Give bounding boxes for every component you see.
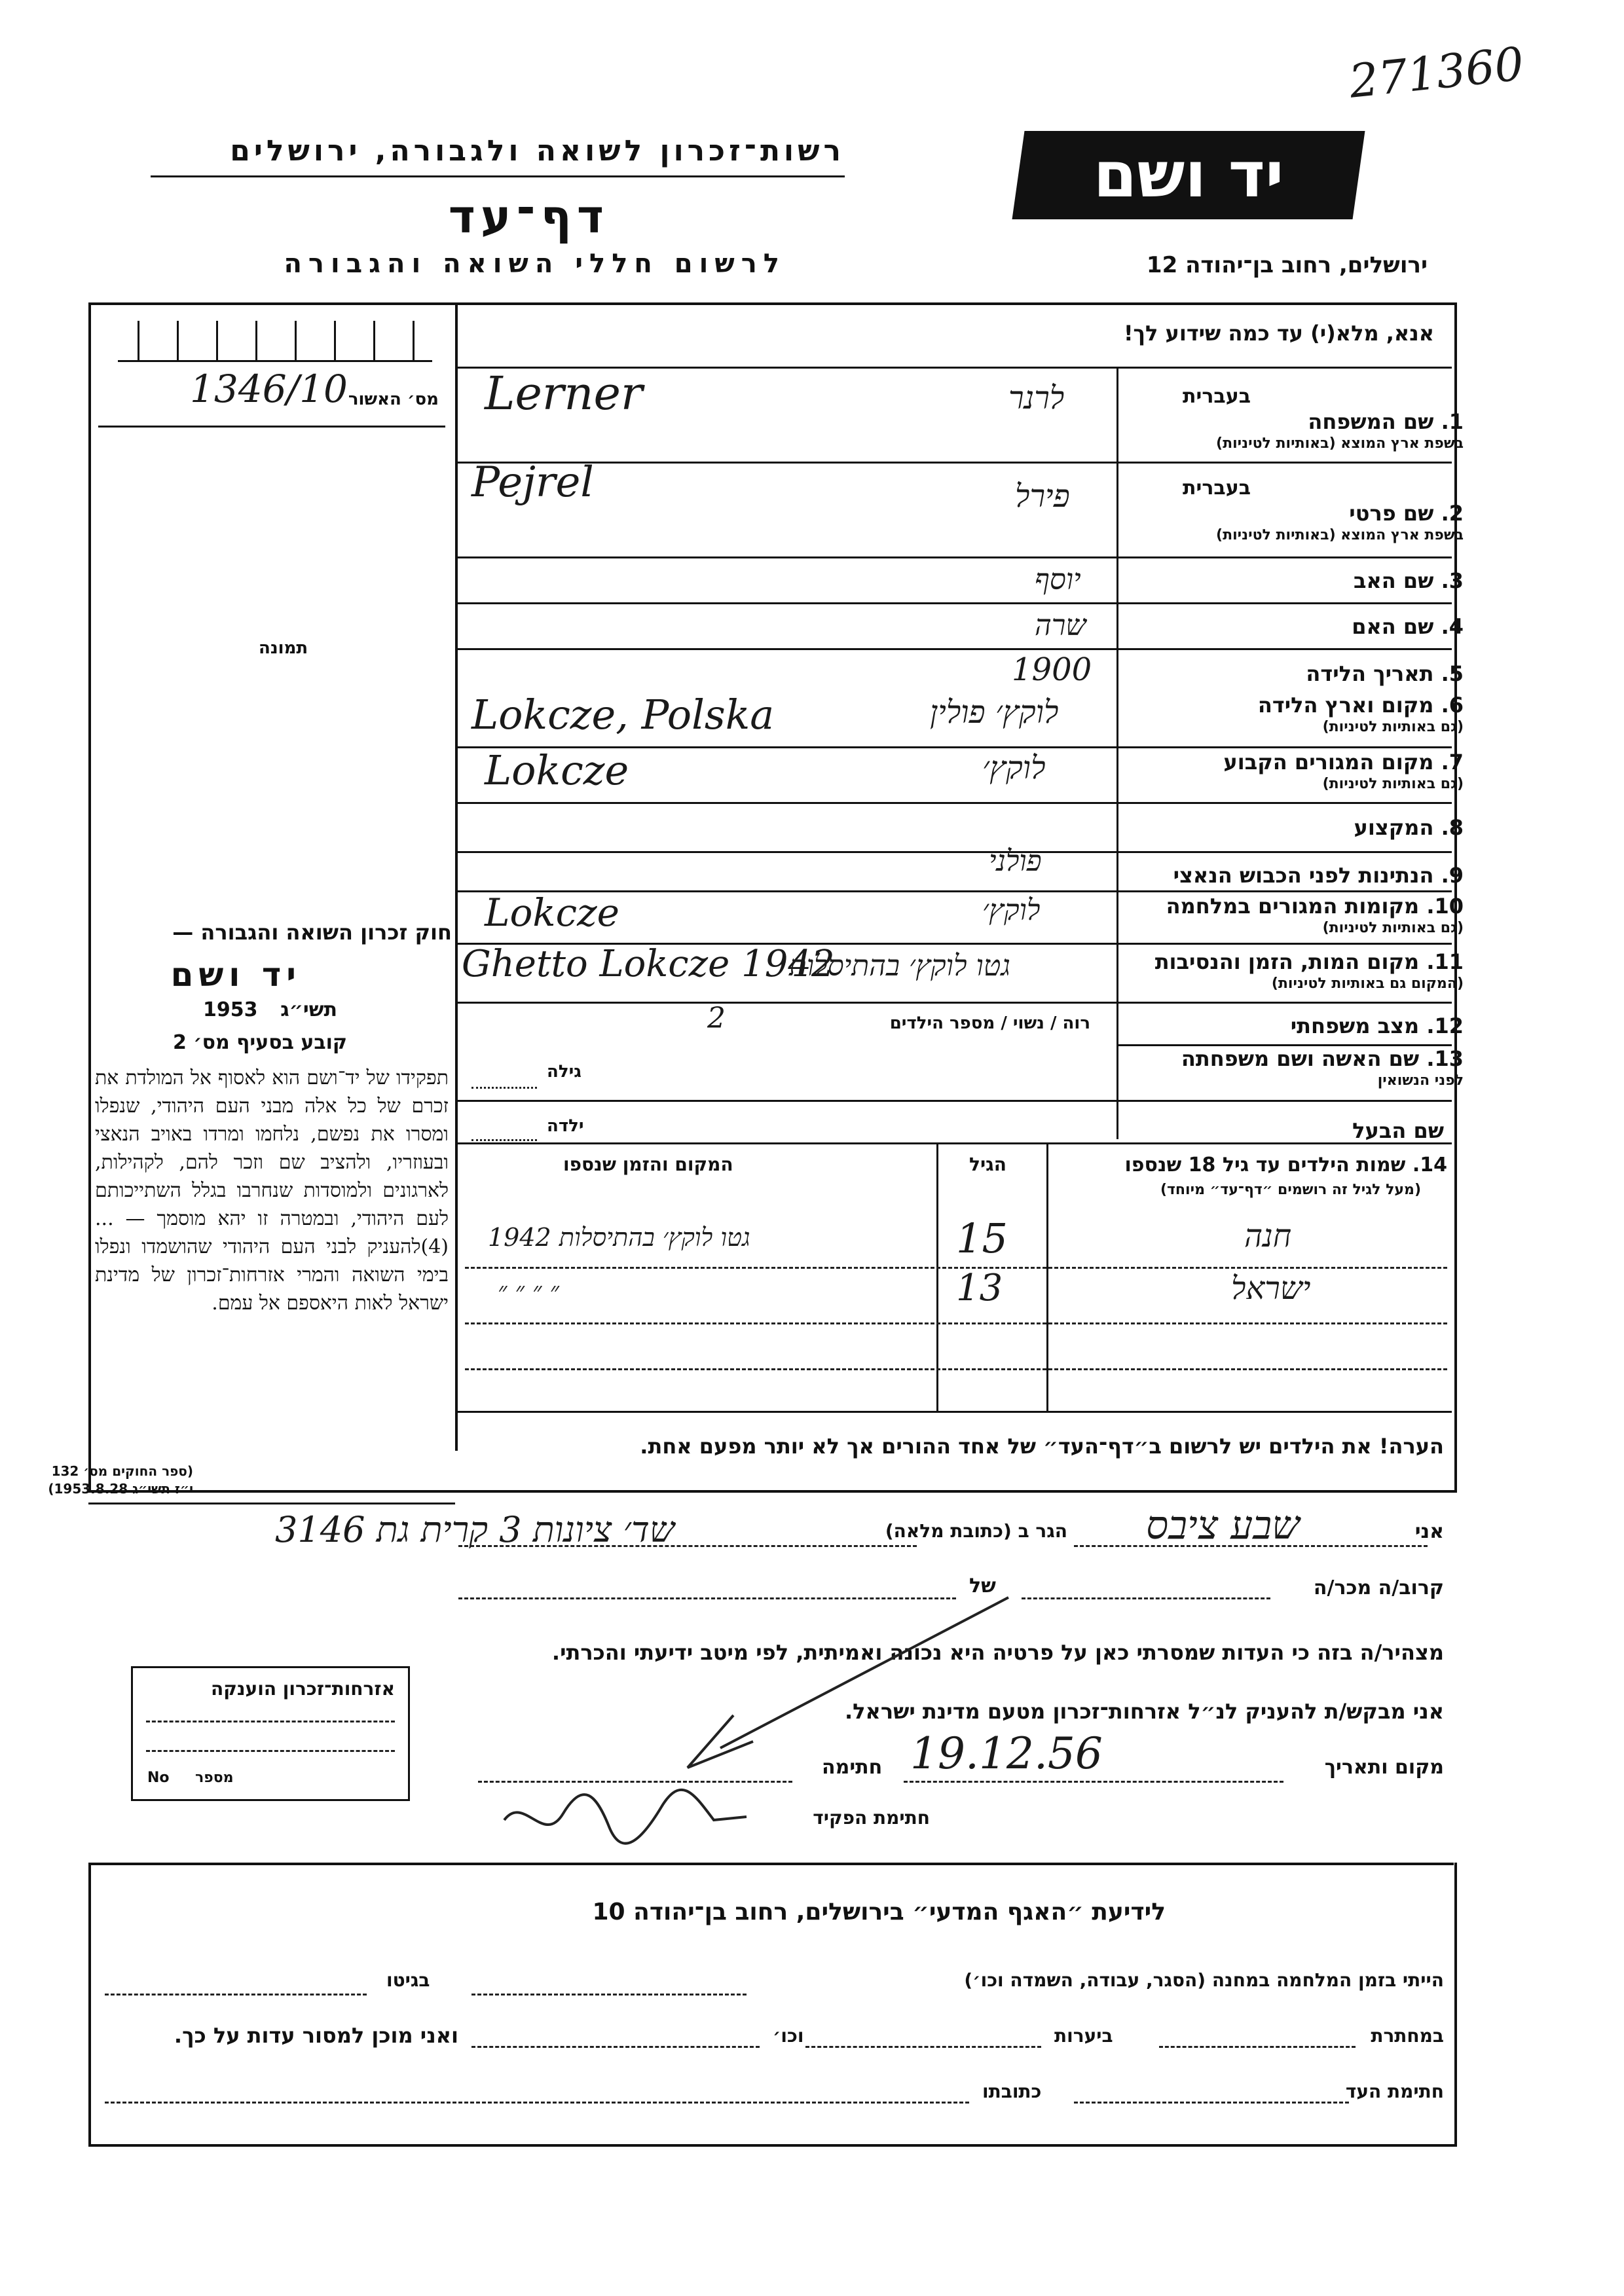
- approval-ticks: [118, 321, 432, 362]
- field-1-label: 1. שם המשפחה: [1308, 409, 1464, 434]
- children-age-header: הגיל: [969, 1154, 1006, 1175]
- children-divider-age: [936, 1142, 938, 1411]
- field-7-label: 7. מקום המגורים הקבוע: [1223, 750, 1464, 774]
- footer-line2-a: במחתרת: [1371, 2025, 1444, 2047]
- law-source-2: י״ז תשי״ג 1953.8.28): [48, 1481, 193, 1497]
- field-10-label: 10. מקומות המגורים במלחמה: [1166, 894, 1464, 919]
- resides-label: הגר ב (כתובת מלאה): [885, 1520, 1067, 1542]
- declarant-name-line: [1074, 1545, 1428, 1547]
- field-2-rule: [455, 556, 1452, 558]
- field-11-hebrew-value: גטו לוקץ׳ בהתיסלות: [789, 949, 1010, 983]
- request-text: אני מבקש/ת להעניק לנ״ל אזרחות־זכרון מטעם מדינת ישראל.: [845, 1699, 1444, 1724]
- citizenship-box-title: אזרחות־זכרון הוענקה: [211, 1678, 395, 1700]
- field-1-latin-value: Lerner: [485, 367, 643, 420]
- instruction: אנא, מלא(י) עד כמה שידוע לך!: [1123, 321, 1434, 346]
- children-heading: 14. שמות הילדים עד גיל 18 שנספו: [1124, 1154, 1447, 1176]
- children-table-bottom: [455, 1411, 1452, 1413]
- child-1-place: גטו לוקץ׳ בהתיסלות 1942: [488, 1223, 750, 1252]
- field-12-label: 12. מצב משפחתי: [1290, 1013, 1464, 1038]
- institution-underline: [151, 175, 845, 177]
- place-date-label: מקום ותאריך: [1324, 1756, 1444, 1779]
- field-2-hebrew-tag: בעברית: [1183, 477, 1251, 500]
- signature-label: חתימה: [822, 1756, 883, 1779]
- relative-label: קרוב/ה מכר/ה: [1313, 1576, 1444, 1599]
- date-value: 19.12.56: [910, 1728, 1103, 1779]
- photo-label: תמונה: [259, 638, 308, 658]
- field-8-rule: [455, 851, 1452, 853]
- field-2-latin-value: Pejrel: [471, 458, 594, 507]
- field-13-rule: [455, 1100, 1452, 1102]
- law-heading: חוק זכרון השואה והגבורה —: [172, 920, 452, 945]
- field-13-sublabel: לפני הנשואין: [1377, 1072, 1464, 1089]
- form-subtitle: לרשום חללי השואה והגבורה: [284, 249, 786, 279]
- child-2-place: ״ ״ ״ ״: [498, 1277, 559, 1305]
- field-11-rule: [455, 1002, 1452, 1004]
- note: הערה! את הילדים יש לרשום ב״דף־העד״ של אחד ההורים אך לא יותר מפעם אחת.: [640, 1434, 1444, 1459]
- field-11-label: 11. מקום המות, הזמן והנסיבות: [1154, 949, 1464, 974]
- form-title: דף־עד: [448, 190, 609, 244]
- field-11-latin-value: Ghetto Lokcze 1942: [462, 943, 835, 985]
- footer-line3-a: חתימת העד: [1345, 2081, 1444, 2102]
- field-9-label: 9. הנתינות לפני הכבוש הנאצי: [1173, 863, 1464, 888]
- declarant-address: שד׳ ציונות 3 קרית גת 3146: [275, 1509, 675, 1550]
- field-3-value: יוסף: [1035, 563, 1081, 596]
- field-12-value: 2: [707, 1002, 726, 1035]
- footer-line2-c: וכו׳: [773, 2025, 804, 2047]
- child-2-name: ישראל: [1231, 1270, 1311, 1307]
- citizenship-line-2: [146, 1750, 395, 1752]
- law-name: יד ושם: [170, 956, 301, 994]
- footer-notice: לידיעת ״האגף המדעי״ בירושלים, רחוב בן־יהודה 10: [592, 1899, 1166, 1925]
- citizenship-no-label: No: [147, 1770, 170, 1786]
- field-10-sublabel: (גם באותיות לטיניות): [1322, 920, 1464, 936]
- field-2-hebrew-value: פירל: [1015, 478, 1070, 515]
- address: ירושלים, רחוב בן־יהודה 12: [1146, 252, 1428, 278]
- field-9-value: פולני: [989, 845, 1042, 878]
- logo-text: יד ושם: [1093, 138, 1284, 211]
- approval-rule: [98, 426, 445, 428]
- field-6-label: 6. מקום וארץ הלידה: [1257, 693, 1464, 718]
- field-2-label: 2. שם פרטי: [1349, 501, 1464, 526]
- field-7-rule: [455, 802, 1452, 804]
- field-6-latin-value: Lokcze, Polska: [471, 691, 775, 738]
- declarant-address-line: [458, 1545, 917, 1547]
- institution-line: רשות־זכרון לשואה ולגבורה, ירושלים: [230, 134, 845, 168]
- field-3-label: 3. שם האב: [1353, 568, 1464, 593]
- citizenship-box: [131, 1666, 410, 1801]
- field-7-sublabel: (גם באותיות לטיניות): [1322, 776, 1464, 792]
- law-box-bottom: [88, 1503, 455, 1504]
- child-1-name: חנה: [1244, 1218, 1292, 1254]
- field-3-rule: [455, 602, 1452, 604]
- field-5-label: 5. תאריך הלידה: [1306, 661, 1464, 686]
- children-subheading: (מעל לגיל זה רושמים ״דף־עד״ מיוחד): [1160, 1182, 1421, 1198]
- footer-frame: [88, 1863, 1457, 2147]
- approval-label: מס׳ האשור: [348, 390, 439, 409]
- field-13-birth-label: ילדה: [547, 1116, 584, 1136]
- declarant-name: שבע ציבס: [1146, 1503, 1300, 1548]
- footer-line2-b: ביערות: [1054, 2025, 1113, 2047]
- field-11-sublabel: (המקום גם באותיות לטיניות): [1271, 975, 1464, 992]
- children-place-header: המקום והזמן שנספו: [563, 1154, 733, 1175]
- citizenship-number-label: מספר: [195, 1770, 234, 1786]
- husband-label: שם הבעל: [1352, 1118, 1444, 1143]
- declarant-i-label: אני: [1414, 1520, 1444, 1543]
- law-section: קובע בסעיף מס׳ 2: [172, 1031, 347, 1054]
- field-1-hebrew-tag: בעברית: [1183, 385, 1251, 408]
- field-6-hebrew-value: לוקץ׳ פולין: [930, 694, 1059, 731]
- citizenship-line-1: [146, 1721, 395, 1722]
- field-13-birth-line: [471, 1139, 537, 1141]
- footer-line2-d: ואני מוכן למסור עדות על כך.: [174, 2023, 458, 2048]
- footer-line1-a: הייתי בזמן המלחמה במחנה (הסגר, עבודה, השמדה וכו׳): [964, 1969, 1444, 1991]
- field-1-rule: [455, 462, 1452, 464]
- declaration-text: מצהיר/ה בזה כי העדות שמסרתי כאן על פרטיה היא נכונה ואמיתית, לפי מיטב ידיעתי והכרתי.: [551, 1640, 1444, 1665]
- footer-line3-b: כתובתו: [982, 2081, 1042, 2102]
- field-10-hebrew-value: לוקץ׳: [982, 894, 1041, 927]
- child-2-age: 13: [956, 1267, 1003, 1309]
- husband-rule: [455, 1142, 1452, 1144]
- approval-value: 1346/10: [190, 367, 348, 411]
- field-1-sublabel: בשפת ארץ המוצא (באותיות לטיניות): [1216, 435, 1464, 452]
- field-10-latin-value: Lokcze: [485, 890, 619, 935]
- field-5-value: 1900: [1012, 651, 1092, 688]
- officer-signature: [498, 1781, 760, 1859]
- signature-mark: [589, 1584, 1048, 1794]
- label-column-divider: [1116, 367, 1118, 1139]
- law-body: תפקידו של יד־ושם הוא לאסוף אל המולדת את זכרם של כל אלה מבני העם היהודי, שנפלו ומסרו את נפשם, נלחמו ומרדו באויב הנאצי ובעוזריו, ולהציב שם וזכר להם, לקהילות, לארגונים ולמוסדות שנחרבו בגלל השתייכותם לעם היהודי, ובמטרה זו יהא מוסמך — ...(4)להעניק לבני העם היהודי שהושמדו ונפלו בימי השואה והמרי אזרחות־זכרון של מדינת ישראל לאות היאספם אל עמם.: [95, 1066, 449, 1315]
- field-13-label: 13. שם האשה ושם משפחתה: [1181, 1046, 1464, 1071]
- footer-line1-b: בגיטו: [386, 1969, 430, 1991]
- field-1-hebrew-value: לרנר: [1008, 380, 1065, 416]
- field-6-sublabel: (גם באותיות לטיניות): [1322, 719, 1464, 735]
- law-source: (ספר החוקים מס׳ 132: [51, 1463, 193, 1479]
- field-12-options: רוה / נשוי / מספר הילדים: [889, 1013, 1090, 1033]
- field-13-age-line: [471, 1087, 537, 1089]
- field-4-rule: [455, 648, 1452, 650]
- child-1-age: 15: [956, 1214, 1008, 1262]
- of-label: של: [969, 1575, 996, 1597]
- field-2-sublabel: בשפת ארץ המוצא (באותיות לטיניות): [1216, 527, 1464, 543]
- child-row-3-rule: [465, 1368, 1447, 1370]
- field-13-age-label: גילה: [547, 1062, 581, 1082]
- children-divider-name: [1046, 1142, 1048, 1411]
- logo: [1012, 131, 1365, 219]
- law-year-heb: תשי״ג: [280, 998, 337, 1021]
- officer-label: חתימת הפקיד: [813, 1807, 930, 1829]
- field-7-latin-value: Lokcze: [485, 746, 629, 794]
- field-7-hebrew-value: לוקץ׳: [982, 750, 1046, 786]
- archive-number: 271360: [1346, 37, 1526, 109]
- law-year: 1953: [203, 998, 258, 1021]
- relative-line: [1022, 1597, 1270, 1599]
- field-8-label: 8. המקצוע: [1354, 815, 1464, 840]
- right-column-divider: [455, 305, 458, 1451]
- child-row-2-rule: [465, 1322, 1447, 1324]
- field-4-label: 4. שם האם: [1352, 614, 1464, 639]
- field-4-value: שרה: [1035, 609, 1086, 642]
